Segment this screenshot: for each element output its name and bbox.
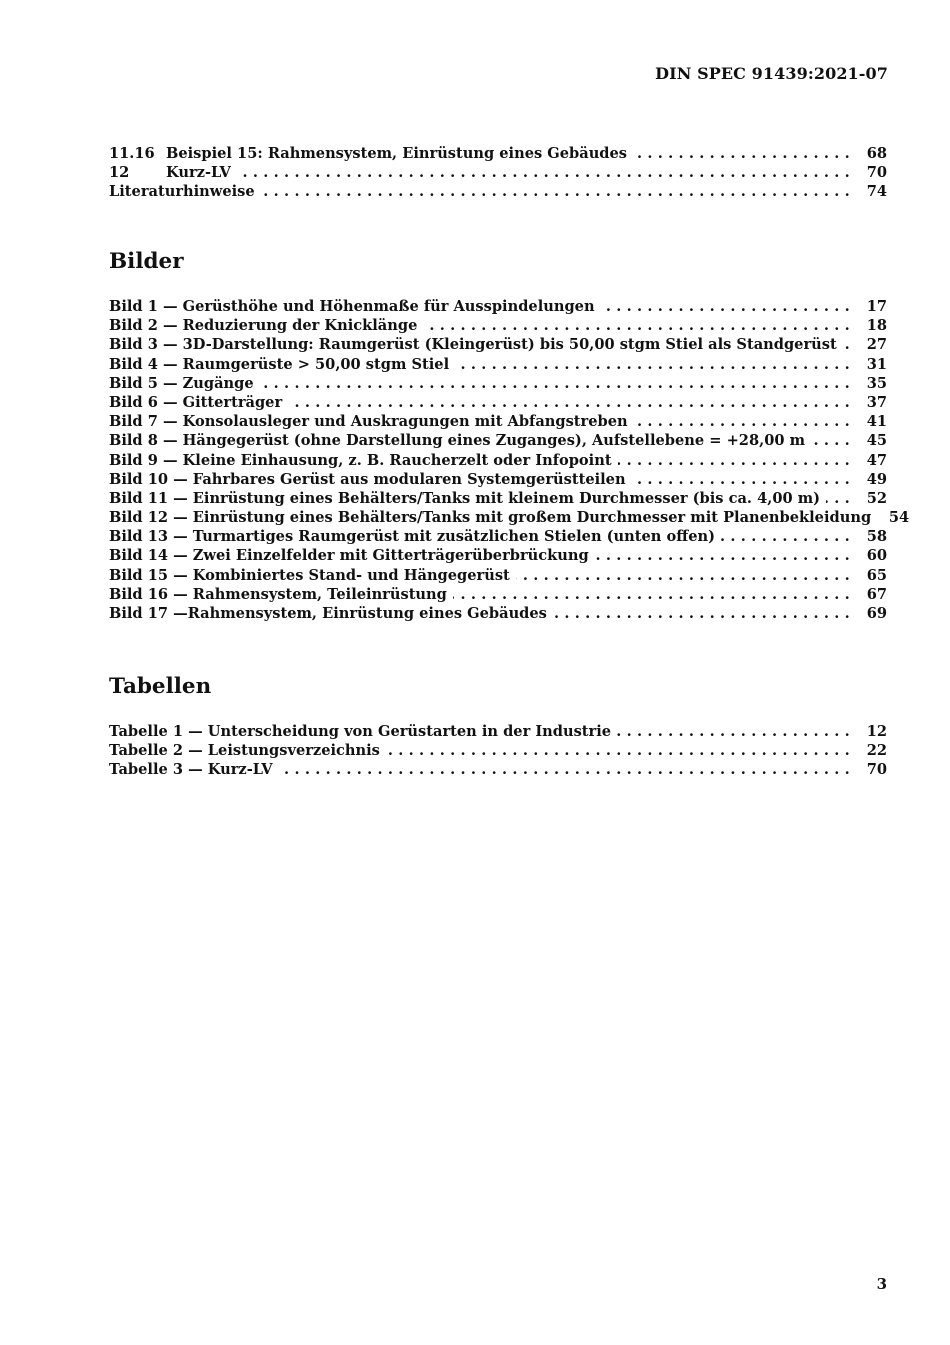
toc-entry-title: Bild 8 — Hängegerüst (ohne Darstellung eines Zuganges), Aufstellebene = +28,00 m (109, 432, 806, 450)
toc-entry-page: 41 (866, 413, 887, 431)
toc-entry-page: 65 (866, 566, 887, 584)
toc-entry-page: 54 (888, 509, 910, 527)
leader-dots (453, 585, 855, 604)
toc-entry[interactable] (109, 585, 887, 604)
leader-dots (423, 316, 855, 335)
leader-dots (260, 374, 855, 393)
toc-entry[interactable] (109, 297, 887, 316)
leader-dots (634, 412, 855, 431)
document-id: DIN SPEC 91439:2021-07 (655, 64, 888, 83)
toc-entry-number: 12 (109, 164, 130, 182)
leader-dots (386, 741, 855, 760)
leader-dots (455, 355, 855, 374)
leader-dots (632, 470, 855, 489)
toc-entry-page: 68 (866, 145, 887, 162)
leader-dots (601, 297, 855, 316)
toc-entry-title: Bild 15 — Kombiniertes Stand- und Hängegerüst (109, 566, 510, 584)
leader-dots (553, 604, 855, 623)
toc-entry-title: Bild 12 — Einrüstung eines Behälters/Tanks mit großem Durchmesser mit Planenbekleidung (109, 509, 872, 527)
toc-entry-title: Bild 3 — 3D-Darstellung: Raumgerüst (Kleingerüst) bis 50,00 stgm Stiel als Standgerüst (109, 336, 837, 354)
toc-entry-page: 74 (866, 183, 887, 201)
toc-entry[interactable] (109, 508, 910, 527)
bilder-list (109, 297, 910, 623)
leader-dots (279, 760, 855, 779)
toc-entry-page: 49 (866, 470, 887, 488)
toc-entry[interactable] (109, 760, 887, 779)
toc-entry-title: Literaturhinweise (109, 183, 255, 201)
leader-dots (633, 144, 855, 163)
toc-entry-page: 31 (866, 355, 887, 373)
leader-dots (288, 393, 855, 412)
toc-continuation (109, 144, 887, 202)
toc-entry[interactable] (109, 431, 887, 450)
toc-entry-title: Bild 10 — Fahrbares Gerüst aus modularen Systemgerüstteilen (109, 470, 626, 488)
bilder-heading: Bilder (109, 249, 184, 274)
toc-entry-title: Bild 1 — Gerüsthöhe und Höhenmaße für Ausspindelungen (109, 298, 595, 315)
toc-entry-page: 35 (866, 374, 887, 392)
toc-entry[interactable] (109, 374, 887, 393)
toc-entry[interactable] (109, 527, 887, 546)
toc-entry-title: Bild 14 — Zwei Einzelfelder mit Gitterträgerüberbrückung (109, 547, 589, 565)
toc-entry-title: Bild 4 — Raumgerüste > 50,00 stgm Stiel (109, 355, 450, 373)
toc-entry[interactable] (109, 566, 887, 585)
leader-dots (618, 451, 855, 470)
leader-dots (811, 431, 855, 450)
toc-entry[interactable] (109, 451, 887, 470)
toc-entry-page: 27 (866, 336, 887, 354)
toc-entry-title: Bild 13 — Turmartiges Raumgerüst mit zusätzlichen Stielen (unten offen) (109, 528, 715, 546)
toc-entry[interactable] (109, 144, 887, 163)
toc-entry-page: 69 (866, 605, 887, 622)
toc-entry-title: Bild 16 — Rahmensystem, Teileinrüstung (109, 585, 447, 603)
leader-dots (617, 722, 855, 741)
toc-entry[interactable] (109, 335, 887, 354)
toc-entry-title: Bild 5 — Zugänge (109, 374, 254, 392)
toc-entry[interactable] (109, 393, 887, 412)
tabellen-list (109, 722, 887, 780)
toc-entry-page: 70 (866, 761, 887, 779)
toc-entry-title: Beispiel 15: Rahmensystem, Einrüstung eines Gebäudes (166, 145, 628, 162)
toc-entry-page: 37 (866, 393, 887, 411)
toc-entry-page: 12 (866, 723, 887, 740)
toc-entry[interactable] (109, 546, 887, 565)
toc-entry[interactable] (109, 355, 887, 374)
toc-entry[interactable] (109, 604, 887, 623)
toc-entry-page: 47 (866, 451, 887, 469)
toc-entry-page: 67 (866, 585, 887, 603)
toc-entry-title: Tabelle 2 — Leistungsverzeichnis (109, 742, 380, 760)
toc-entry-title: Bild 9 — Kleine Einhausung, z. B. Raucherzelt oder Infopoint (109, 451, 612, 469)
leader-dots (826, 489, 855, 508)
toc-entry-title: Kurz-LV (166, 164, 231, 182)
toc-entry[interactable] (109, 316, 887, 335)
toc-entry[interactable] (109, 182, 887, 201)
toc-entry-page: 22 (866, 742, 887, 760)
toc-entry-page: 45 (866, 432, 887, 450)
toc-entry[interactable] (109, 470, 887, 489)
leader-dots (516, 566, 855, 585)
toc-entry[interactable] (109, 489, 887, 508)
leader-dots (721, 527, 855, 546)
toc-entry-title: Tabelle 1 — Unterscheidung von Gerüstarten in der Industrie (109, 723, 612, 740)
page-number: 3 (876, 1275, 887, 1293)
toc-entry-page: 70 (866, 164, 887, 182)
toc-entry-page: 52 (866, 489, 887, 507)
toc-entry-title: Tabelle 3 — Kurz-LV (109, 761, 273, 779)
toc-entry-number: 11.16 (109, 145, 155, 162)
toc-entry-title: Bild 2 — Reduzierung der Knicklänge (109, 317, 418, 335)
toc-entry-page: 60 (866, 547, 887, 565)
toc-entry[interactable] (109, 163, 887, 182)
leader-dots (261, 182, 855, 201)
toc-entry[interactable] (109, 412, 887, 431)
toc-entry[interactable] (109, 722, 887, 741)
tabellen-heading: Tabellen (109, 674, 212, 699)
toc-entry-title: Bild 11 — Einrüstung eines Behälters/Tanks mit kleinem Durchmesser (bis ca. 4,00 m) (109, 489, 821, 507)
leader-dots (595, 546, 855, 565)
toc-entry-page: 18 (866, 317, 887, 335)
toc-entry-title: Bild 7 — Konsolausleger und Auskragungen mit Abfangstreben (109, 413, 628, 431)
toc-entry[interactable] (109, 741, 887, 760)
leader-dots (843, 335, 855, 354)
toc-entry-page: 58 (866, 528, 887, 546)
toc-entry-title: Bild 17 —Rahmensystem, Einrüstung eines Gebäudes (109, 605, 547, 622)
leader-dots (237, 163, 855, 182)
toc-entry-title: Bild 6 — Gitterträger (109, 393, 283, 411)
toc-entry-page: 17 (866, 298, 887, 315)
